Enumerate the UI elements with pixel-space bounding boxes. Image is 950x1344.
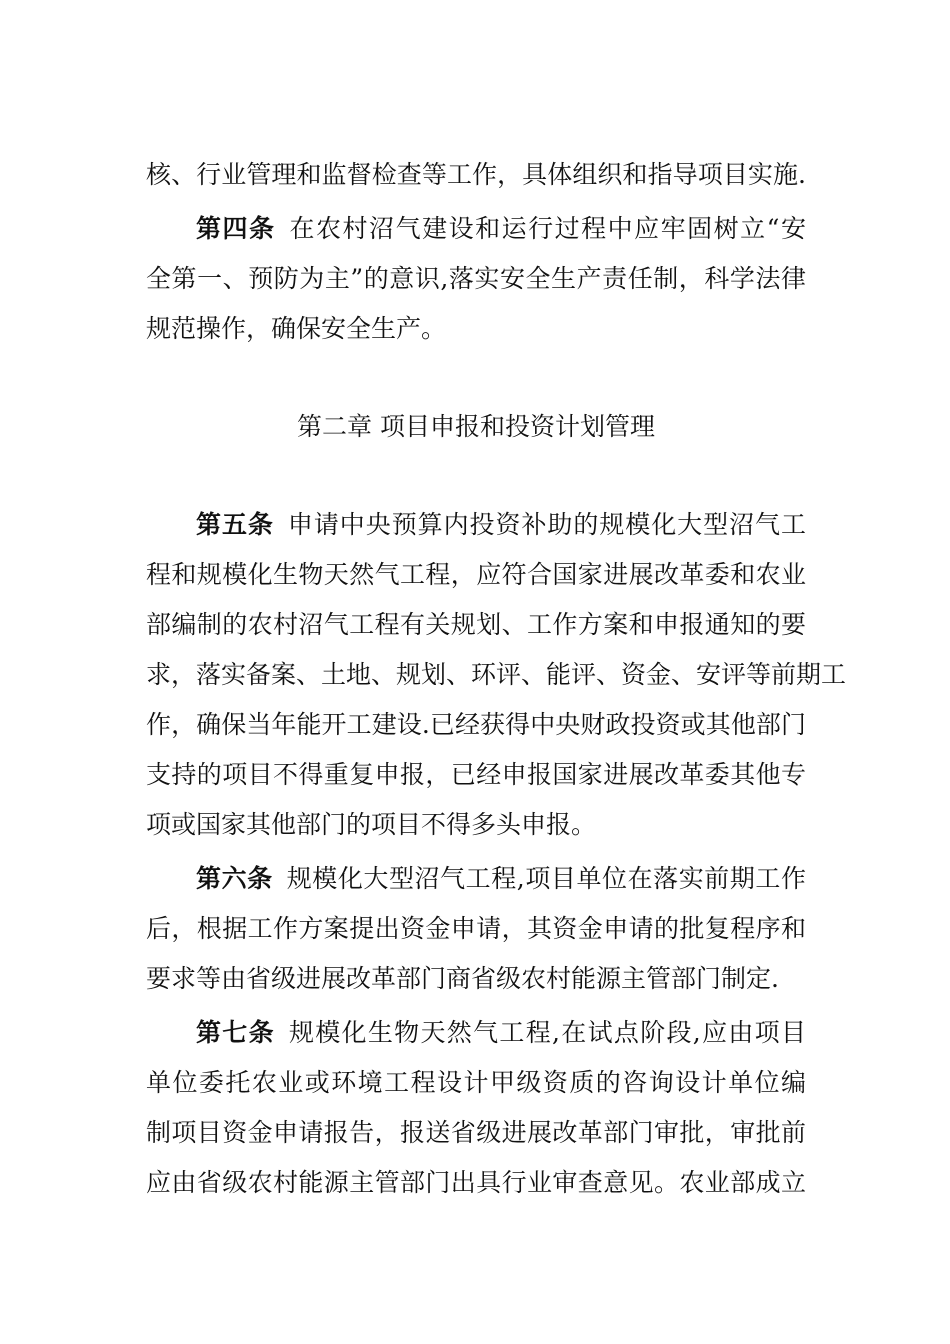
article-4-first-line bbox=[146, 204, 806, 254]
text-line: 求，落实备案、土地、规划、环评、能评、资金、安评等前期工 bbox=[146, 660, 847, 689]
chapter-heading: 第二章 项目申报和投资计划管理 bbox=[297, 412, 655, 441]
text-line: 制项目资金申请报告，报送省级进展改革部门审批，审批前 bbox=[146, 1118, 806, 1147]
article-5-label: 第五条 bbox=[196, 510, 274, 539]
text-line: 单位委托农业或环境工程设计甲级资质的咨询设计单位编 bbox=[146, 1068, 806, 1097]
text-line: 支持的项目不得重复申报，已经申报国家进展改革委其他专 bbox=[146, 760, 806, 789]
article-5-first-line bbox=[146, 500, 806, 550]
text-line: 规模化大型沼气工程,项目单位在落实前期工作 bbox=[286, 864, 806, 893]
text-line: 作，确保当年能开工建设.已经获得中央财政投资或其他部门 bbox=[146, 710, 806, 739]
text-line: 后，根据工作方案提出资金申请，其资金申请的批复程序和 bbox=[146, 914, 806, 943]
text-line: 全第一、预防为主”的意识,落实安全生产责任制，科学法律 bbox=[146, 264, 806, 293]
text-line: 申请中央预算内投资补助的规模化大型沼气工 bbox=[287, 510, 806, 539]
text-line: 部编制的农村沼气工程有关规划、工作方案和申报通知的要 bbox=[146, 610, 806, 639]
text-line: 项或国家其他部门的项目不得多头申报。 bbox=[146, 810, 597, 839]
text-line: 应由省级农村能源主管部门出具行业审查意见。农业部成立 bbox=[146, 1168, 806, 1197]
text-line: 在农村沼气建设和运行过程中应牢固树立“安 bbox=[289, 214, 806, 243]
text-line: 规范操作，确保安全生产。 bbox=[146, 314, 447, 343]
text-line: 规模化生物天然气工程,在试点阶段,应由项目 bbox=[288, 1018, 806, 1047]
article-6-label: 第六条 bbox=[196, 864, 273, 893]
article-4-label: 第四条 bbox=[196, 214, 276, 243]
text-line: 核、行业管理和监督检查等工作，具体组织和指导项目实施. bbox=[146, 160, 806, 189]
text-line: 程和规模化生物天然气工程，应符合国家进展改革委和农业 bbox=[146, 560, 806, 589]
text-line: 要求等由省级进展改革部门商省级农村能源主管部门制定. bbox=[146, 964, 779, 993]
article-7-label: 第七条 bbox=[196, 1018, 275, 1047]
article-6-first-line bbox=[146, 854, 806, 904]
article-7-first-line bbox=[146, 1008, 806, 1058]
document-page bbox=[146, 150, 847, 1208]
